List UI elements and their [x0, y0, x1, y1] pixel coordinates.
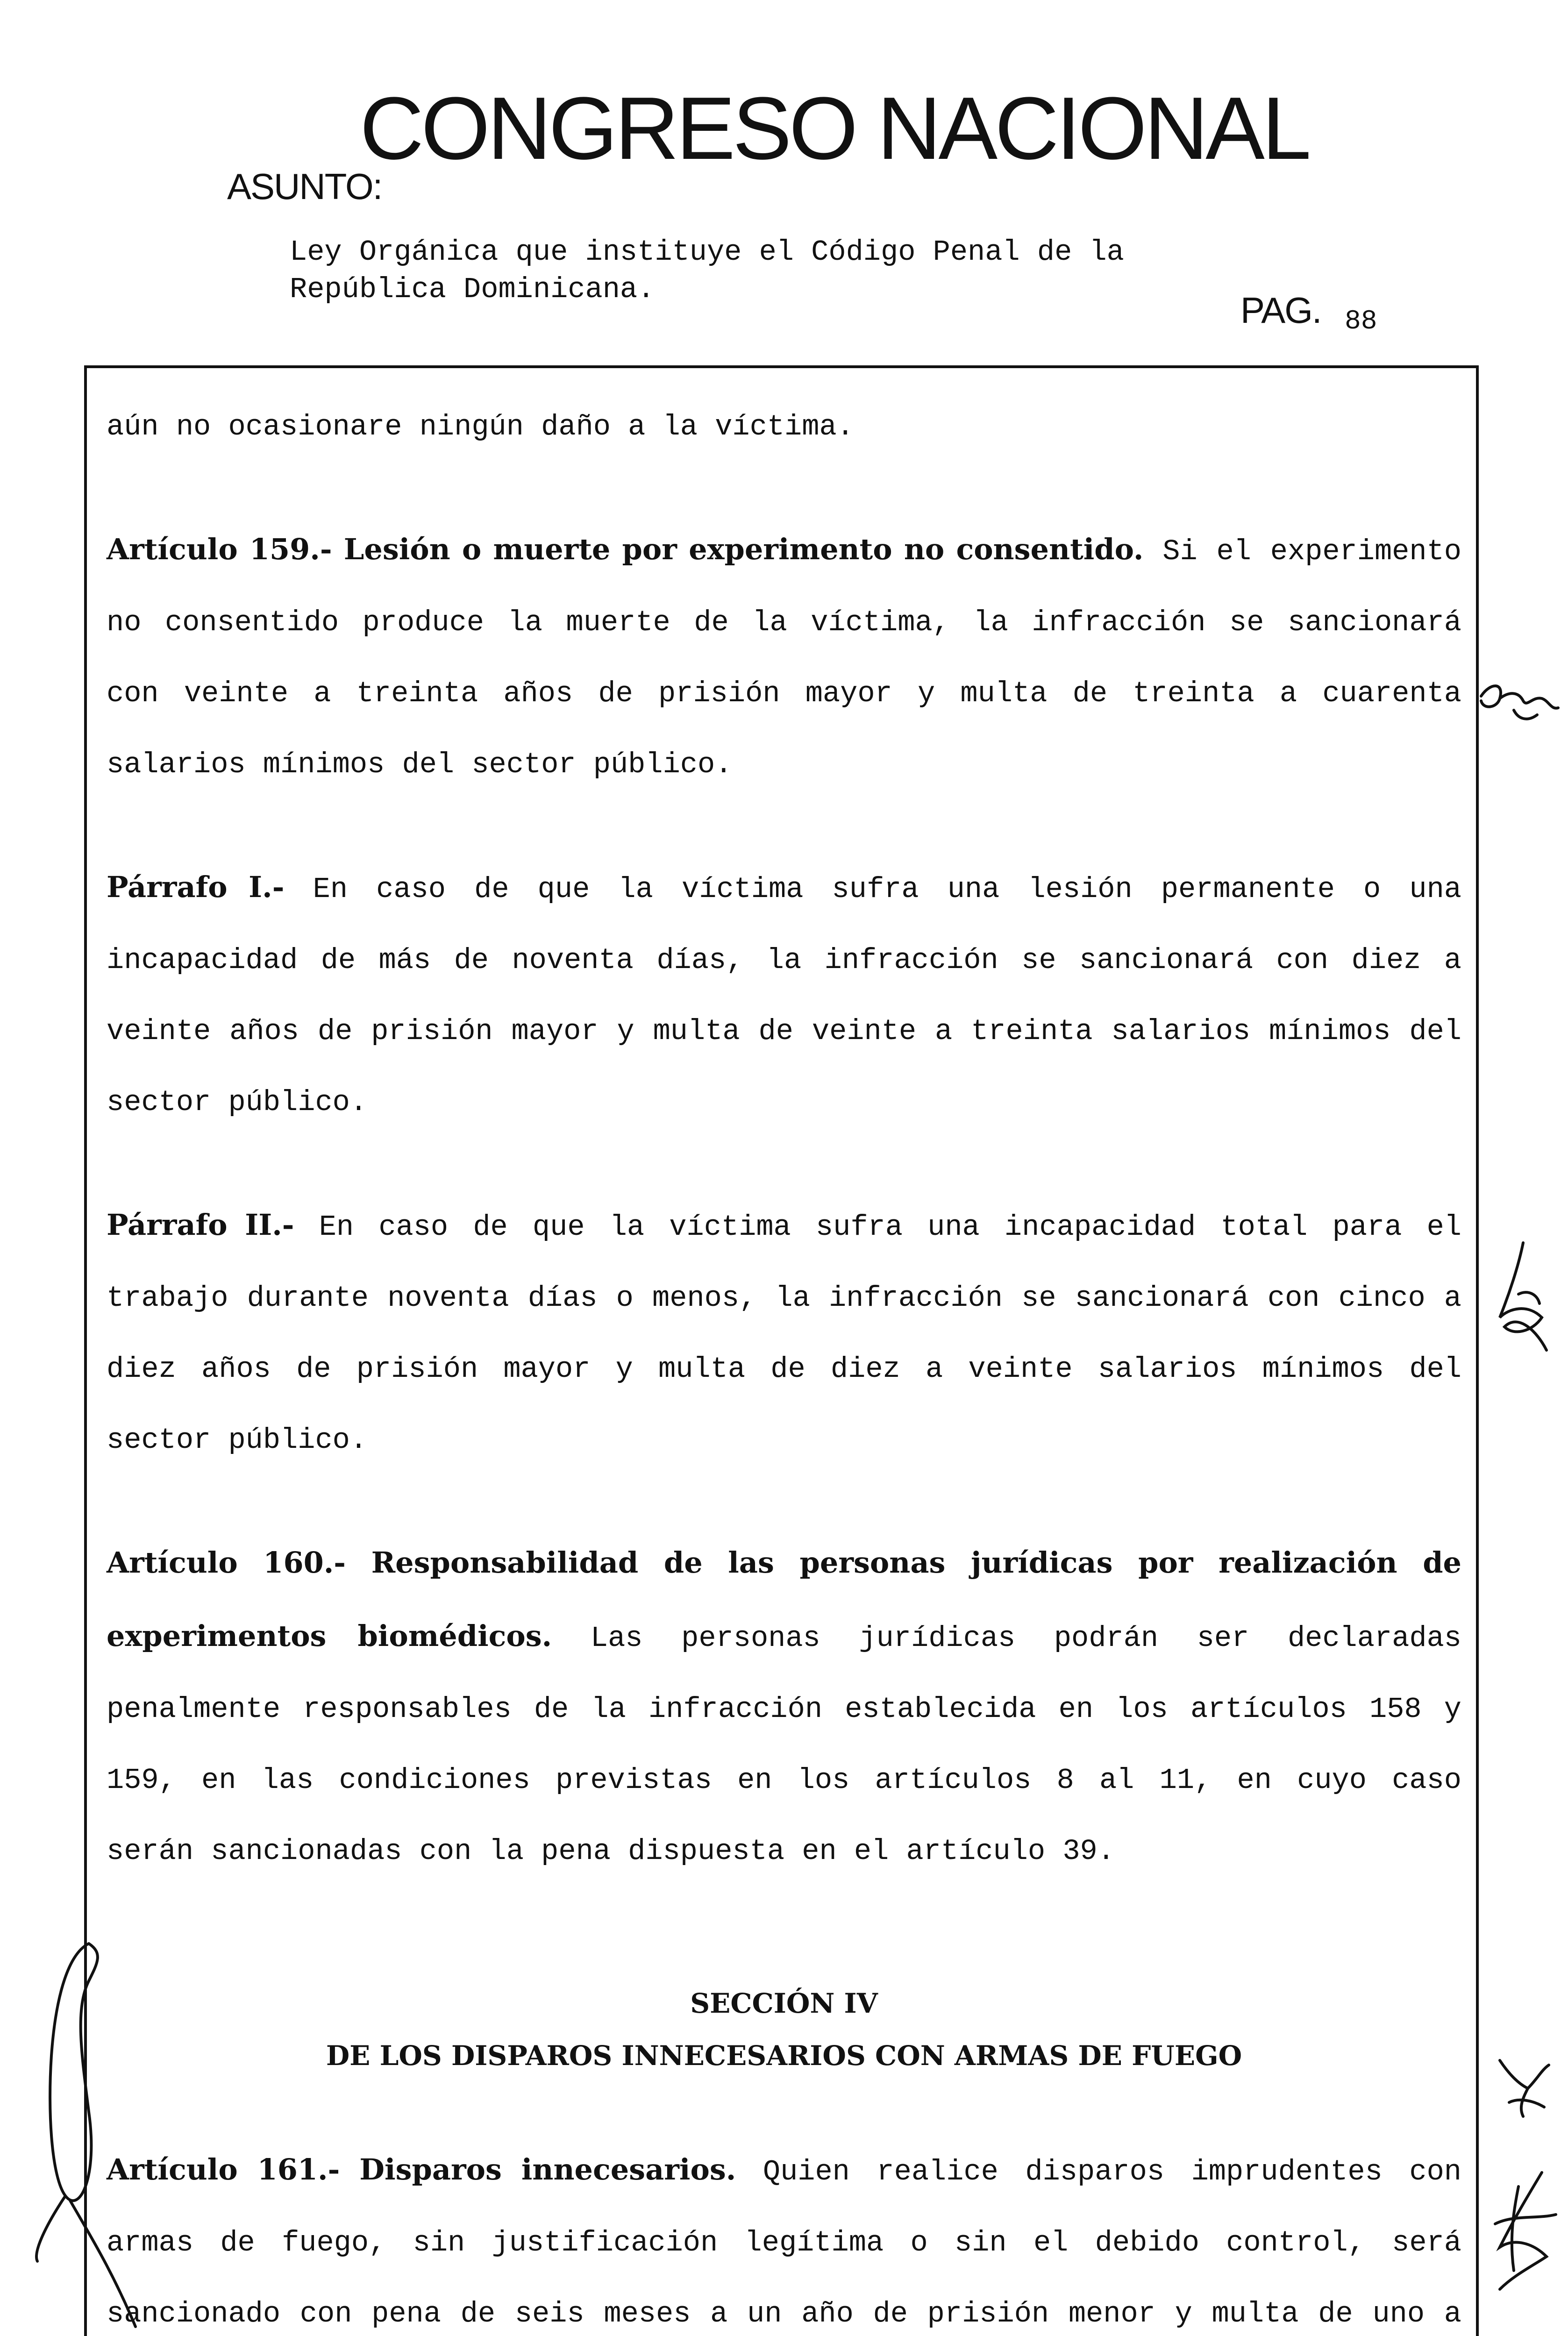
paragraph-text: Las personas jurídicas podrán ser declaradas penalmente responsables de la infracción establecida en los artículos 158 y 159, en las condiciones previstas en los artículos 8 al 11, en cuyo caso serán sancionadas con la pena dispuesta en el artículo 39.: [107, 1622, 1462, 1868]
article-heading: Artículo 159.- Lesión o muerte por experimento no consentido.: [107, 532, 1144, 566]
article-159: [107, 514, 1461, 800]
initials-mark-2: [1490, 1238, 1556, 1360]
asunto-label: ASUNTO:: [227, 166, 382, 207]
subject-line-1: Ley Orgánica que instituye el Código Penal de la: [290, 235, 1124, 269]
paragraph-heading: Párrafo II.-: [107, 1208, 294, 1242]
section-subtitle: DE LOS DISPAROS INNECESARIOS CON ARMAS DE FUEGO: [326, 2040, 1242, 2072]
section-heading: [107, 1977, 1461, 2082]
text-block-1: [107, 392, 1461, 1887]
article-heading: Artículo 160.- Responsabilidad de las personas jurídicas por realización de experimentos biomédicos.: [107, 1545, 1461, 1653]
text-block-2: [107, 2134, 1461, 2336]
article-160: [107, 1527, 1461, 1887]
institution-title: CONGRESO NACIONAL: [360, 79, 1309, 178]
initials-mark-1: [1472, 663, 1565, 757]
article-159-paragraph-1: [107, 852, 1461, 1138]
page-number: 88: [1345, 306, 1377, 337]
subject-text: [290, 234, 1124, 308]
paragraph-text: Si el experimento no consentido produce la muerte de la víctima, la infracción se sancionará con veinte a treinta años de prisión mayor y multa de treinta a cuarenta salarios mínimos del sector público.: [107, 535, 1461, 781]
paragraph-text: aún no ocasionare ningún daño a la víctima.: [107, 410, 854, 443]
paragraph-text: En caso de que la víctima sufra una lesión permanente o una incapacidad de más de noventa días, la infracción se sancionará con diez a veinte años de prisión mayor y multa de veinte a treinta salarios mínimos del sector público.: [107, 873, 1461, 1119]
page-label: PAG.: [1240, 290, 1321, 331]
section-title: SECCIÓN IV: [690, 1987, 878, 2019]
article-159-paragraph-2: [107, 1189, 1461, 1476]
paragraph-text: En caso de que la víctima sufra una incapacidad total para el trabajo durante noventa días o menos, la infracción se sancionará con cinco a diez años de prisión mayor y multa de diez a veinte salarios mínimos del sector público.: [107, 1211, 1462, 1457]
article-heading: Artículo 161.- Disparos innecesarios.: [107, 2152, 736, 2186]
initials-mark-3: [1490, 2046, 1556, 2140]
article-161: [107, 2134, 1461, 2336]
signature-mark: [19, 1934, 140, 2336]
paragraph-heading: Párrafo I.-: [107, 870, 285, 904]
paragraph-text: Quien realice disparos imprudentes con armas de fuego, sin justificación legítima o sin el debido control, será sancionado con pena de seis meses a un año de prisión menor y multa de uno a: [107, 2155, 1461, 2330]
subject-line-2: República Dominicana.: [290, 273, 655, 306]
paragraph-continuation: [107, 392, 1461, 463]
initials-mark-4: [1486, 2168, 1561, 2299]
